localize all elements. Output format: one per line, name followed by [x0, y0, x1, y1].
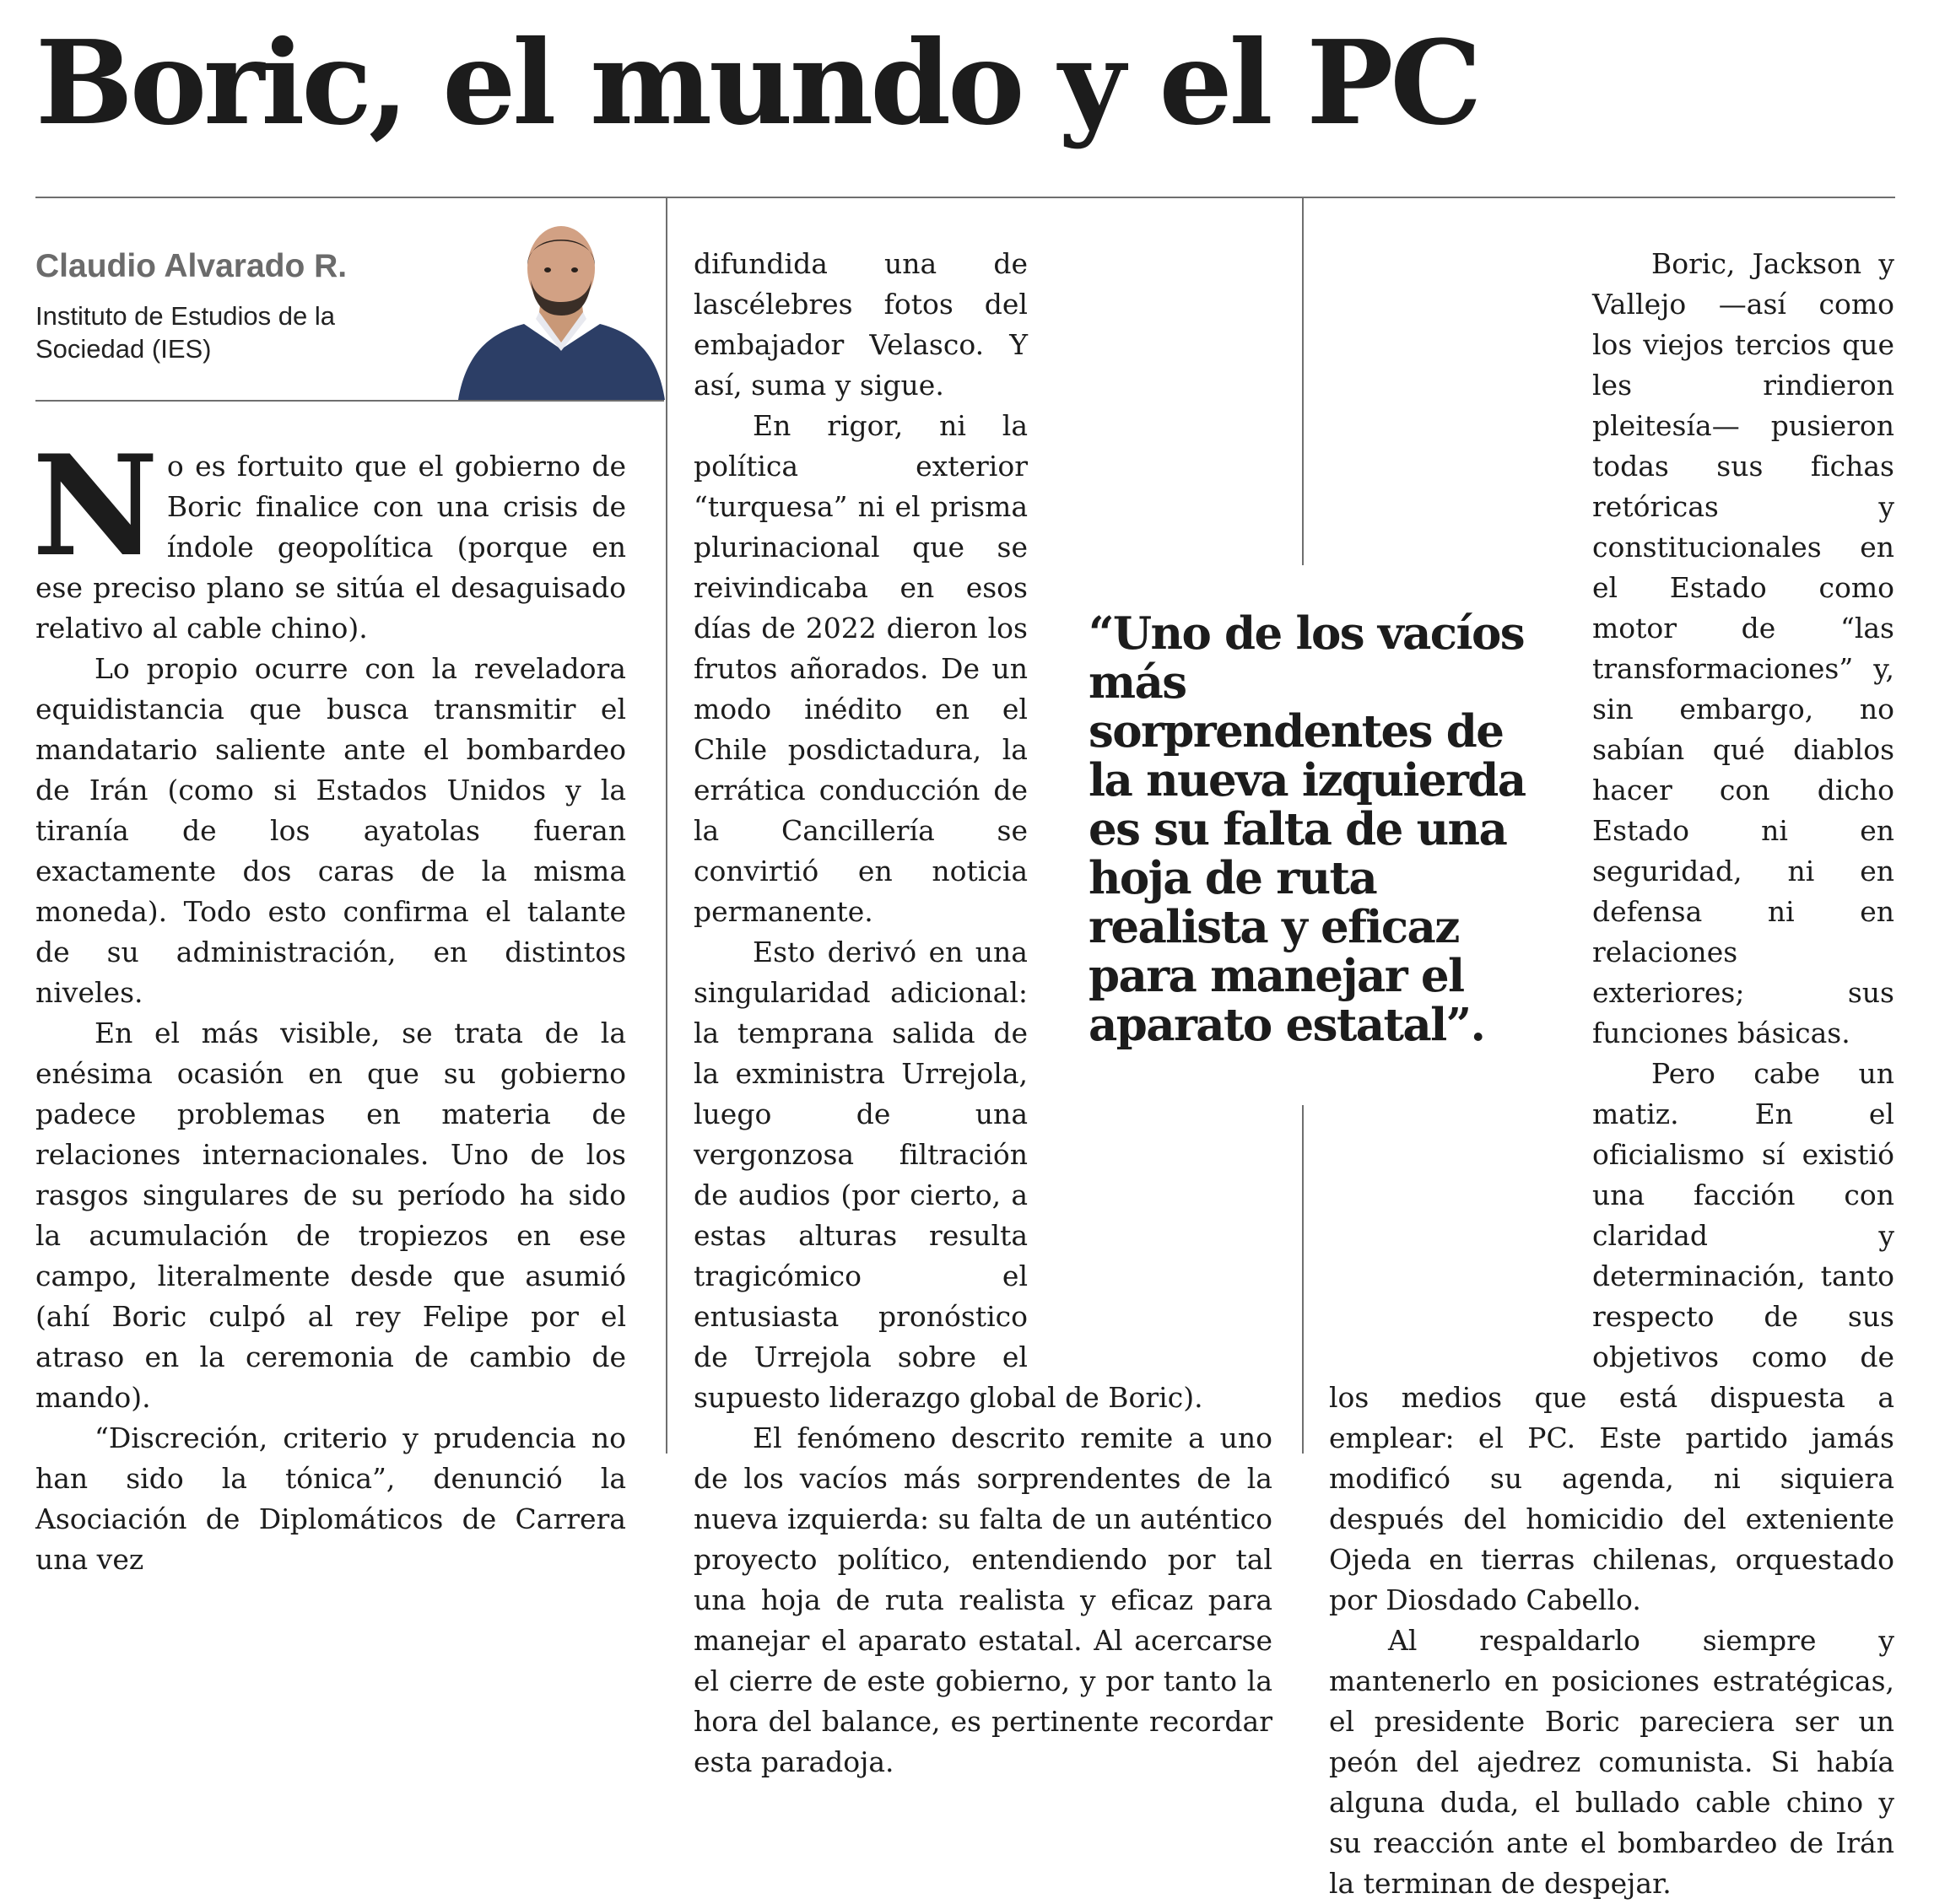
- paragraph: o es fortuito que el gobierno de Boric finalice con una crisis de índole geopolítica (porque en ese preciso plano se sitúa el desaguisado relativo al cable chino).: [35, 450, 626, 645]
- column-divider-1: [666, 197, 667, 1454]
- article-column-3: [1329, 244, 1894, 1904]
- paragraph: difundida una de lascélebres fotos del embajador Velasco. Y así, suma y sigue.: [694, 247, 1028, 402]
- paragraph: Pero cabe un matiz. En el oficialismo sí existió una facción con claridad y determinación, tanto respecto de sus objetivos como de los medios que está dispuesta a emplear: el PC. Este partido jamás modificó su agenda, ni siquiera después del homicidio del exteniente Ojeda en tierras chilenas, orquestado por Diosdado Cabello.: [1329, 1057, 1894, 1616]
- paragraph: Lo propio ocurre con la reveladora equidistancia que busca transmitir el mandatario saliente ante el bombardeo de Irán (como si Estados Unidos y la tiranía de los ayatolas fueran exactamente dos caras de la misma moneda). Todo esto confirma el talante de su administración, en distintos niveles.: [35, 652, 626, 1009]
- author-name: Claudio Alvarado R.: [35, 248, 348, 284]
- paragraph: El fenómeno descrito remite a uno de los vacíos más sorprendentes de la nueva izquierda: su falta de un auténtico proyecto político, entendiendo por tal una hoja de ruta realista y eficaz para manejar el aparato estatal. Al acercarse el cierre de este gobierno, y por tanto la hora del balance, es pertinente recordar esta paradoja.: [694, 1421, 1272, 1778]
- drop-cap: N: [32, 424, 159, 587]
- paragraph: En rigor, ni la política exterior “turquesa” ni el prisma plurinacional que se reivindicaba en esos días de 2022 dieron los frutos añorados. De un modo inédito en el Chile posdictadura, la errática conducción de la Cancillería se convirtió en noticia permanente.: [694, 409, 1028, 928]
- column-divider-2-bottom: [1302, 1105, 1304, 1454]
- paragraph: Al respaldarlo siempre y mantenerlo en posiciones estratégicas, el presidente Boric pareciera ser un peón del ajedrez comunista. Si había alguna duda, el bullado cable chino y su reacción ante el bombardeo de Irán la terminan de despejar.: [1329, 1624, 1894, 1900]
- paragraph: “Discreción, criterio y prudencia no han sido la tónica”, denunció la Asociación de Diplomáticos de Carrera una vez: [35, 1421, 626, 1576]
- author-affiliation: Instituto de Estudios de la Sociedad (IES): [35, 301, 336, 364]
- top-divider: [35, 197, 1895, 198]
- article-column-1: [32, 424, 626, 1580]
- paragraph: Esto derivó en una singularidad adicional: la temprana salida de la exministra Urrejola, luego de una vergonzosa filtración de audios (por cierto, a estas alturas resulta tragicómico el entusiasta pronóstico de Urrejola sobre el supuesto liderazgo global de Boric).: [694, 936, 1203, 1414]
- headline: Boric, el mundo y el PC: [35, 15, 1479, 151]
- column-divider-2-top: [1302, 197, 1304, 565]
- byline-divider: [35, 400, 664, 402]
- pull-quote: “Uno de los vacíos más sorprendentes de la nueva izquierda es su falta de una hoja de ruta realista y eficaz para manejar el aparato estatal”.: [1089, 607, 1526, 1051]
- paragraph: Boric, Jackson y Vallejo —así como los viejos tercios que les rindieron pleitesía— pusieron todas sus fichas retóricas y constitucionales en el Estado como motor de “las transformaciones” y, sin embargo, no sabían qué diablos hacer con dicho Estado ni en seguridad, ni en defensa ni en relaciones exteriores; sus funciones básicas.: [1592, 247, 1894, 1049]
- paragraph: En el más visible, se trata de la enésima ocasión en que su gobierno padece problemas en materia de relaciones internacionales. Uno de los rasgos singulares de su período ha sido la acumulación de tropiezos en ese campo, literalmente desde que asumió (ahí Boric culpó al rey Felipe por el atraso en la ceremonia de cambio de mando).: [35, 1017, 626, 1414]
- author-photo: [458, 224, 665, 400]
